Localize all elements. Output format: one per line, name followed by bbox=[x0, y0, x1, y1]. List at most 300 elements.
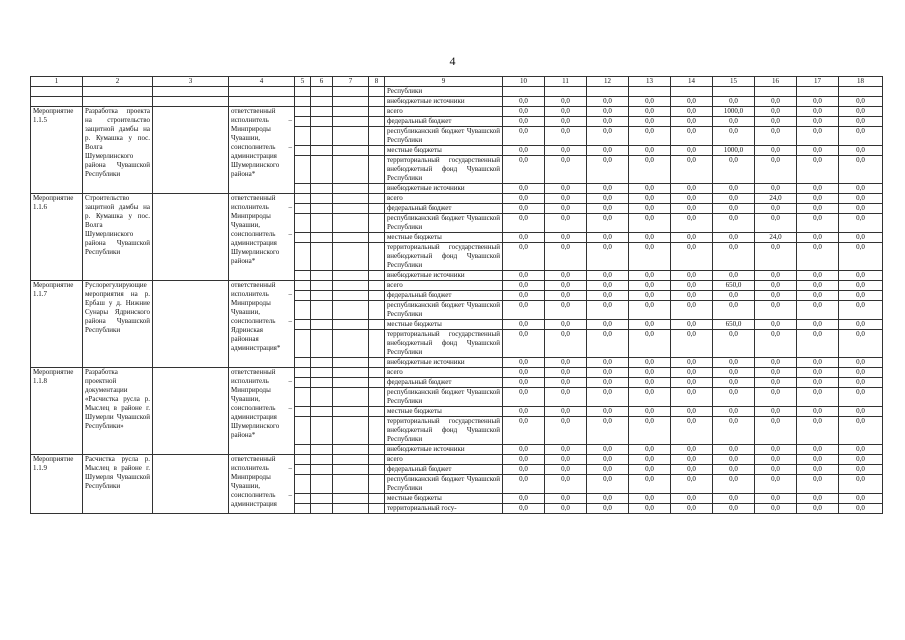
empty-cell bbox=[295, 146, 311, 156]
value-cell: 0,0 bbox=[797, 455, 839, 465]
value-cell: 0,0 bbox=[587, 465, 629, 475]
empty-cell bbox=[369, 291, 385, 301]
value-cell: 0,0 bbox=[839, 475, 883, 494]
value-cell: 0,0 bbox=[797, 475, 839, 494]
empty-cell bbox=[31, 97, 83, 107]
value-cell: 0,0 bbox=[545, 146, 587, 156]
empty-cell bbox=[333, 301, 369, 320]
value-cell: 0,0 bbox=[629, 107, 671, 117]
empty-cell bbox=[153, 368, 229, 455]
value-cell: 0,0 bbox=[671, 184, 713, 194]
value-cell: 0,0 bbox=[545, 417, 587, 445]
value-cell bbox=[797, 87, 839, 97]
value-cell: 0,0 bbox=[587, 494, 629, 504]
measure-executor: ответственный исполнитель – Минприроды Чувашии, соисполнитель – администрация Шумерлинского района* bbox=[229, 368, 295, 455]
value-cell: 0,0 bbox=[545, 233, 587, 243]
value-cell: 0,0 bbox=[671, 320, 713, 330]
value-cell bbox=[755, 87, 797, 97]
value-cell: 0,0 bbox=[755, 146, 797, 156]
value-cell: 0,0 bbox=[797, 291, 839, 301]
column-header: 14 bbox=[671, 77, 713, 87]
value-cell: 0,0 bbox=[629, 388, 671, 407]
empty-cell bbox=[369, 475, 385, 494]
column-header: 1 bbox=[31, 77, 83, 87]
funding-source: местные бюджеты bbox=[385, 146, 503, 156]
value-cell: 0,0 bbox=[587, 368, 629, 378]
value-cell: 0,0 bbox=[503, 378, 545, 388]
value-cell: 0,0 bbox=[671, 214, 713, 233]
page-number: 4 bbox=[449, 54, 456, 68]
empty-cell bbox=[311, 358, 333, 368]
value-cell: 0,0 bbox=[671, 407, 713, 417]
empty-cell bbox=[153, 194, 229, 281]
value-cell: 0,0 bbox=[503, 388, 545, 407]
value-cell: 0,0 bbox=[629, 281, 671, 291]
empty-cell bbox=[295, 407, 311, 417]
funding-source: всего bbox=[385, 455, 503, 465]
value-cell: 0,0 bbox=[755, 127, 797, 146]
value-cell: 0,0 bbox=[839, 146, 883, 156]
empty-cell bbox=[369, 504, 385, 514]
empty-cell bbox=[333, 233, 369, 243]
funding-source: местные бюджеты bbox=[385, 233, 503, 243]
value-cell: 0,0 bbox=[629, 184, 671, 194]
value-cell: 0,0 bbox=[755, 320, 797, 330]
value-cell: 0,0 bbox=[587, 243, 629, 271]
empty-cell bbox=[295, 291, 311, 301]
empty-cell bbox=[369, 204, 385, 214]
value-cell: 0,0 bbox=[503, 233, 545, 243]
empty-cell bbox=[369, 407, 385, 417]
value-cell: 0,0 bbox=[839, 504, 883, 514]
value-cell: 0,0 bbox=[629, 271, 671, 281]
funding-source: федеральный бюджет bbox=[385, 465, 503, 475]
empty-cell bbox=[295, 301, 311, 320]
column-header: 10 bbox=[503, 77, 545, 87]
value-cell: 0,0 bbox=[671, 107, 713, 117]
value-cell: 0,0 bbox=[629, 417, 671, 445]
value-cell: 0,0 bbox=[545, 194, 587, 204]
value-cell: 0,0 bbox=[797, 204, 839, 214]
value-cell: 0,0 bbox=[713, 184, 755, 194]
value-cell: 0,0 bbox=[671, 281, 713, 291]
value-cell: 0,0 bbox=[503, 455, 545, 465]
value-cell: 0,0 bbox=[587, 455, 629, 465]
value-cell: 0,0 bbox=[503, 243, 545, 271]
value-cell: 0,0 bbox=[587, 445, 629, 455]
value-cell: 0,0 bbox=[755, 301, 797, 320]
empty-cell bbox=[333, 417, 369, 445]
value-cell: 0,0 bbox=[755, 455, 797, 465]
value-cell: 0,0 bbox=[503, 156, 545, 184]
measure-executor: ответственный исполнитель – Минприроды Чувашии, соисполнитель – Ядринская районная администрация* bbox=[229, 281, 295, 368]
value-cell: 0,0 bbox=[797, 465, 839, 475]
funding-source: Республики bbox=[385, 87, 503, 97]
value-cell: 0,0 bbox=[755, 281, 797, 291]
empty-cell bbox=[295, 330, 311, 358]
funding-source: всего bbox=[385, 368, 503, 378]
value-cell: 0,0 bbox=[629, 368, 671, 378]
empty-cell bbox=[311, 87, 333, 97]
table-row bbox=[31, 107, 883, 117]
value-cell: 0,0 bbox=[545, 455, 587, 465]
value-cell: 1000,0 bbox=[713, 107, 755, 117]
value-cell: 0,0 bbox=[545, 320, 587, 330]
funding-source: всего bbox=[385, 107, 503, 117]
column-header: 3 bbox=[153, 77, 229, 87]
value-cell: 0,0 bbox=[797, 320, 839, 330]
measure-label: Мероприятие 1.1.7 bbox=[31, 281, 83, 368]
empty-cell bbox=[295, 156, 311, 184]
value-cell: 0,0 bbox=[503, 475, 545, 494]
column-header: 12 bbox=[587, 77, 629, 87]
empty-cell bbox=[311, 184, 333, 194]
value-cell bbox=[587, 87, 629, 97]
value-cell: 0,0 bbox=[503, 184, 545, 194]
empty-cell bbox=[295, 204, 311, 214]
value-cell: 0,0 bbox=[755, 184, 797, 194]
value-cell: 0,0 bbox=[797, 407, 839, 417]
value-cell: 0,0 bbox=[503, 358, 545, 368]
measure-label: Мероприятие 1.1.8 bbox=[31, 368, 83, 455]
value-cell: 0,0 bbox=[755, 204, 797, 214]
empty-cell bbox=[333, 243, 369, 271]
value-cell: 0,0 bbox=[755, 271, 797, 281]
value-cell: 0,0 bbox=[671, 233, 713, 243]
value-cell: 0,0 bbox=[503, 407, 545, 417]
value-cell: 0,0 bbox=[545, 243, 587, 271]
empty-cell bbox=[369, 97, 385, 107]
value-cell: 0,0 bbox=[839, 417, 883, 445]
value-cell: 0,0 bbox=[797, 156, 839, 184]
table-row bbox=[31, 194, 883, 204]
value-cell: 0,0 bbox=[797, 97, 839, 107]
value-cell: 0,0 bbox=[713, 127, 755, 146]
value-cell: 0,0 bbox=[755, 368, 797, 378]
empty-cell bbox=[153, 87, 229, 97]
measure-name: Строительство защитной дамбы на р. Кумашка у пос. Волга Шумерлинского района Чувашской Республики bbox=[83, 194, 153, 281]
value-cell: 0,0 bbox=[545, 407, 587, 417]
column-header: 18 bbox=[839, 77, 883, 87]
value-cell: 0,0 bbox=[713, 388, 755, 407]
empty-cell bbox=[369, 388, 385, 407]
value-cell: 0,0 bbox=[839, 214, 883, 233]
value-cell: 0,0 bbox=[671, 475, 713, 494]
column-header: 6 bbox=[311, 77, 333, 87]
empty-cell bbox=[311, 281, 333, 291]
empty-cell bbox=[295, 127, 311, 146]
funding-source: территориальный государственный внебюджетный фонд Чувашской Республики bbox=[385, 330, 503, 358]
value-cell: 0,0 bbox=[671, 127, 713, 146]
value-cell: 0,0 bbox=[587, 214, 629, 233]
value-cell: 0,0 bbox=[839, 388, 883, 407]
value-cell: 0,0 bbox=[671, 117, 713, 127]
measure-executor: ответственный исполнитель – Минприроды Чувашии, соисполнитель – администрация Шумерлинского района* bbox=[229, 107, 295, 194]
value-cell: 0,0 bbox=[629, 475, 671, 494]
value-cell: 0,0 bbox=[629, 243, 671, 271]
column-header: 7 bbox=[333, 77, 369, 87]
empty-cell bbox=[333, 214, 369, 233]
value-cell: 0,0 bbox=[629, 117, 671, 127]
empty-cell bbox=[311, 214, 333, 233]
value-cell: 0,0 bbox=[713, 417, 755, 445]
empty-cell bbox=[369, 445, 385, 455]
empty-cell bbox=[295, 388, 311, 407]
value-cell: 0,0 bbox=[587, 320, 629, 330]
value-cell bbox=[713, 87, 755, 97]
value-cell: 0,0 bbox=[503, 417, 545, 445]
empty-cell bbox=[369, 194, 385, 204]
value-cell: 0,0 bbox=[839, 291, 883, 301]
empty-cell bbox=[369, 417, 385, 445]
empty-cell bbox=[295, 97, 311, 107]
funding-source: местные бюджеты bbox=[385, 494, 503, 504]
value-cell: 0,0 bbox=[839, 378, 883, 388]
value-cell: 0,0 bbox=[545, 475, 587, 494]
value-cell: 0,0 bbox=[713, 233, 755, 243]
value-cell: 0,0 bbox=[545, 127, 587, 146]
value-cell: 0,0 bbox=[629, 504, 671, 514]
funding-source: республиканский бюджет Чувашской Республики bbox=[385, 388, 503, 407]
funding-source: внебюджетные источники bbox=[385, 358, 503, 368]
empty-cell bbox=[311, 146, 333, 156]
value-cell: 0,0 bbox=[545, 281, 587, 291]
value-cell: 0,0 bbox=[839, 156, 883, 184]
value-cell: 0,0 bbox=[713, 291, 755, 301]
value-cell: 0,0 bbox=[629, 407, 671, 417]
empty-cell bbox=[369, 301, 385, 320]
value-cell: 0,0 bbox=[587, 330, 629, 358]
empty-cell bbox=[369, 184, 385, 194]
funding-source: федеральный бюджет bbox=[385, 378, 503, 388]
value-cell: 0,0 bbox=[797, 494, 839, 504]
measure-name: Разработка проектной документации «Расчистка русла р. Мыслец в районе г. Шумерли Чувашской Республики» bbox=[83, 368, 153, 455]
empty-cell bbox=[311, 117, 333, 127]
empty-cell bbox=[369, 271, 385, 281]
value-cell: 0,0 bbox=[587, 504, 629, 514]
empty-cell bbox=[369, 117, 385, 127]
value-cell: 0,0 bbox=[503, 445, 545, 455]
value-cell: 0,0 bbox=[629, 445, 671, 455]
funding-source: республиканский бюджет Чувашской Республики bbox=[385, 475, 503, 494]
empty-cell bbox=[153, 281, 229, 368]
value-cell: 0,0 bbox=[503, 194, 545, 204]
value-cell: 0,0 bbox=[839, 281, 883, 291]
empty-cell bbox=[311, 301, 333, 320]
value-cell bbox=[671, 87, 713, 97]
column-header: 9 bbox=[385, 77, 503, 87]
value-cell: 0,0 bbox=[671, 455, 713, 465]
empty-cell bbox=[311, 204, 333, 214]
empty-cell bbox=[311, 475, 333, 494]
value-cell: 0,0 bbox=[797, 388, 839, 407]
column-header: 11 bbox=[545, 77, 587, 87]
value-cell: 0,0 bbox=[797, 243, 839, 271]
empty-cell bbox=[369, 107, 385, 117]
value-cell: 0,0 bbox=[629, 320, 671, 330]
empty-cell bbox=[311, 107, 333, 117]
value-cell: 0,0 bbox=[797, 214, 839, 233]
measure-executor: ответственный исполнитель – Минприроды Чувашии, соисполнитель – администрация bbox=[229, 455, 295, 514]
empty-cell bbox=[333, 378, 369, 388]
value-cell bbox=[503, 87, 545, 97]
value-cell bbox=[839, 87, 883, 97]
value-cell: 0,0 bbox=[839, 320, 883, 330]
empty-cell bbox=[295, 233, 311, 243]
value-cell: 0,0 bbox=[797, 417, 839, 445]
value-cell: 0,0 bbox=[503, 107, 545, 117]
value-cell: 0,0 bbox=[713, 475, 755, 494]
value-cell: 0,0 bbox=[587, 417, 629, 445]
value-cell: 0,0 bbox=[629, 127, 671, 146]
value-cell: 0,0 bbox=[629, 291, 671, 301]
value-cell: 0,0 bbox=[629, 358, 671, 368]
empty-cell bbox=[31, 87, 83, 97]
value-cell: 0,0 bbox=[671, 194, 713, 204]
value-cell: 0,0 bbox=[671, 146, 713, 156]
empty-cell bbox=[333, 204, 369, 214]
empty-cell bbox=[333, 194, 369, 204]
value-cell: 0,0 bbox=[587, 204, 629, 214]
empty-cell bbox=[295, 417, 311, 445]
value-cell: 0,0 bbox=[545, 445, 587, 455]
funding-source: федеральный бюджет bbox=[385, 117, 503, 127]
value-cell: 0,0 bbox=[713, 504, 755, 514]
value-cell: 0,0 bbox=[797, 378, 839, 388]
value-cell: 0,0 bbox=[797, 127, 839, 146]
empty-cell bbox=[295, 465, 311, 475]
empty-cell bbox=[333, 184, 369, 194]
empty-cell bbox=[311, 243, 333, 271]
empty-cell bbox=[333, 117, 369, 127]
value-cell: 0,0 bbox=[503, 320, 545, 330]
value-cell: 0,0 bbox=[755, 291, 797, 301]
empty-cell bbox=[295, 504, 311, 514]
empty-cell bbox=[295, 214, 311, 233]
empty-cell bbox=[369, 465, 385, 475]
empty-cell bbox=[369, 494, 385, 504]
value-cell: 0,0 bbox=[839, 368, 883, 378]
table-row bbox=[31, 368, 883, 378]
value-cell: 0,0 bbox=[713, 407, 755, 417]
value-cell: 0,0 bbox=[755, 330, 797, 358]
value-cell: 0,0 bbox=[545, 378, 587, 388]
value-cell: 0,0 bbox=[587, 475, 629, 494]
value-cell: 0,0 bbox=[503, 97, 545, 107]
value-cell: 0,0 bbox=[839, 330, 883, 358]
value-cell: 0,0 bbox=[545, 330, 587, 358]
empty-cell bbox=[369, 320, 385, 330]
value-cell: 0,0 bbox=[545, 291, 587, 301]
value-cell: 0,0 bbox=[671, 494, 713, 504]
funding-source: территориальный государственный внебюджетный фонд Чувашской Республики bbox=[385, 243, 503, 271]
value-cell: 0,0 bbox=[839, 233, 883, 243]
empty-cell bbox=[369, 243, 385, 271]
value-cell: 0,0 bbox=[503, 330, 545, 358]
value-cell: 0,0 bbox=[839, 184, 883, 194]
funding-source: всего bbox=[385, 281, 503, 291]
funding-source: территориальный госу- bbox=[385, 504, 503, 514]
budget-table bbox=[30, 76, 883, 514]
value-cell: 0,0 bbox=[587, 378, 629, 388]
empty-cell bbox=[295, 320, 311, 330]
value-cell: 0,0 bbox=[839, 465, 883, 475]
value-cell: 0,0 bbox=[587, 184, 629, 194]
funding-source: внебюджетные источники bbox=[385, 271, 503, 281]
value-cell: 0,0 bbox=[545, 504, 587, 514]
value-cell: 0,0 bbox=[839, 407, 883, 417]
value-cell: 0,0 bbox=[671, 156, 713, 184]
empty-cell bbox=[369, 378, 385, 388]
empty-cell bbox=[369, 127, 385, 146]
value-cell: 0,0 bbox=[839, 117, 883, 127]
empty-cell bbox=[295, 455, 311, 465]
value-cell: 0,0 bbox=[797, 504, 839, 514]
value-cell: 0,0 bbox=[503, 214, 545, 233]
funding-source: территориальный государственный внебюджетный фонд Чувашской Республики bbox=[385, 156, 503, 184]
value-cell: 0,0 bbox=[587, 156, 629, 184]
value-cell: 0,0 bbox=[545, 117, 587, 127]
empty-cell bbox=[229, 87, 295, 97]
value-cell: 0,0 bbox=[755, 107, 797, 117]
value-cell: 0,0 bbox=[797, 330, 839, 358]
empty-cell bbox=[333, 271, 369, 281]
value-cell: 0,0 bbox=[587, 271, 629, 281]
empty-cell bbox=[311, 445, 333, 455]
value-cell: 0,0 bbox=[797, 281, 839, 291]
value-cell: 0,0 bbox=[797, 233, 839, 243]
measure-executor: ответственный исполнитель – Минприроды Чувашии, соисполнитель – администрация Шумерлинского района* bbox=[229, 194, 295, 281]
table-row bbox=[31, 455, 883, 465]
measure-name: Разработка проекта на строительство защитной дамбы на р. Кумашка у пос. Волга Шумерлинского района Чувашской Республики bbox=[83, 107, 153, 194]
value-cell: 0,0 bbox=[713, 465, 755, 475]
table-row bbox=[31, 97, 883, 107]
value-cell: 0,0 bbox=[839, 243, 883, 271]
value-cell: 0,0 bbox=[713, 378, 755, 388]
empty-cell bbox=[333, 504, 369, 514]
empty-cell bbox=[311, 388, 333, 407]
value-cell: 0,0 bbox=[755, 417, 797, 445]
funding-source: внебюджетные источники bbox=[385, 184, 503, 194]
value-cell: 0,0 bbox=[671, 504, 713, 514]
value-cell: 1000,0 bbox=[713, 146, 755, 156]
value-cell: 0,0 bbox=[713, 445, 755, 455]
value-cell: 0,0 bbox=[713, 455, 755, 465]
empty-cell bbox=[333, 291, 369, 301]
value-cell: 0,0 bbox=[629, 465, 671, 475]
value-cell: 0,0 bbox=[797, 301, 839, 320]
value-cell: 0,0 bbox=[545, 214, 587, 233]
funding-source: территориальный государственный внебюджетный фонд Чувашской Республики bbox=[385, 417, 503, 445]
value-cell: 0,0 bbox=[839, 301, 883, 320]
value-cell: 0,0 bbox=[503, 127, 545, 146]
empty-cell bbox=[229, 97, 295, 107]
empty-cell bbox=[333, 475, 369, 494]
value-cell: 0,0 bbox=[755, 504, 797, 514]
empty-cell bbox=[333, 320, 369, 330]
value-cell: 0,0 bbox=[545, 388, 587, 407]
value-cell: 0,0 bbox=[755, 475, 797, 494]
value-cell: 0,0 bbox=[797, 117, 839, 127]
empty-cell bbox=[333, 156, 369, 184]
value-cell: 0,0 bbox=[755, 445, 797, 455]
value-cell: 0,0 bbox=[629, 233, 671, 243]
value-cell: 0,0 bbox=[755, 494, 797, 504]
empty-cell bbox=[311, 465, 333, 475]
empty-cell bbox=[333, 107, 369, 117]
value-cell: 0,0 bbox=[587, 291, 629, 301]
empty-cell bbox=[295, 194, 311, 204]
